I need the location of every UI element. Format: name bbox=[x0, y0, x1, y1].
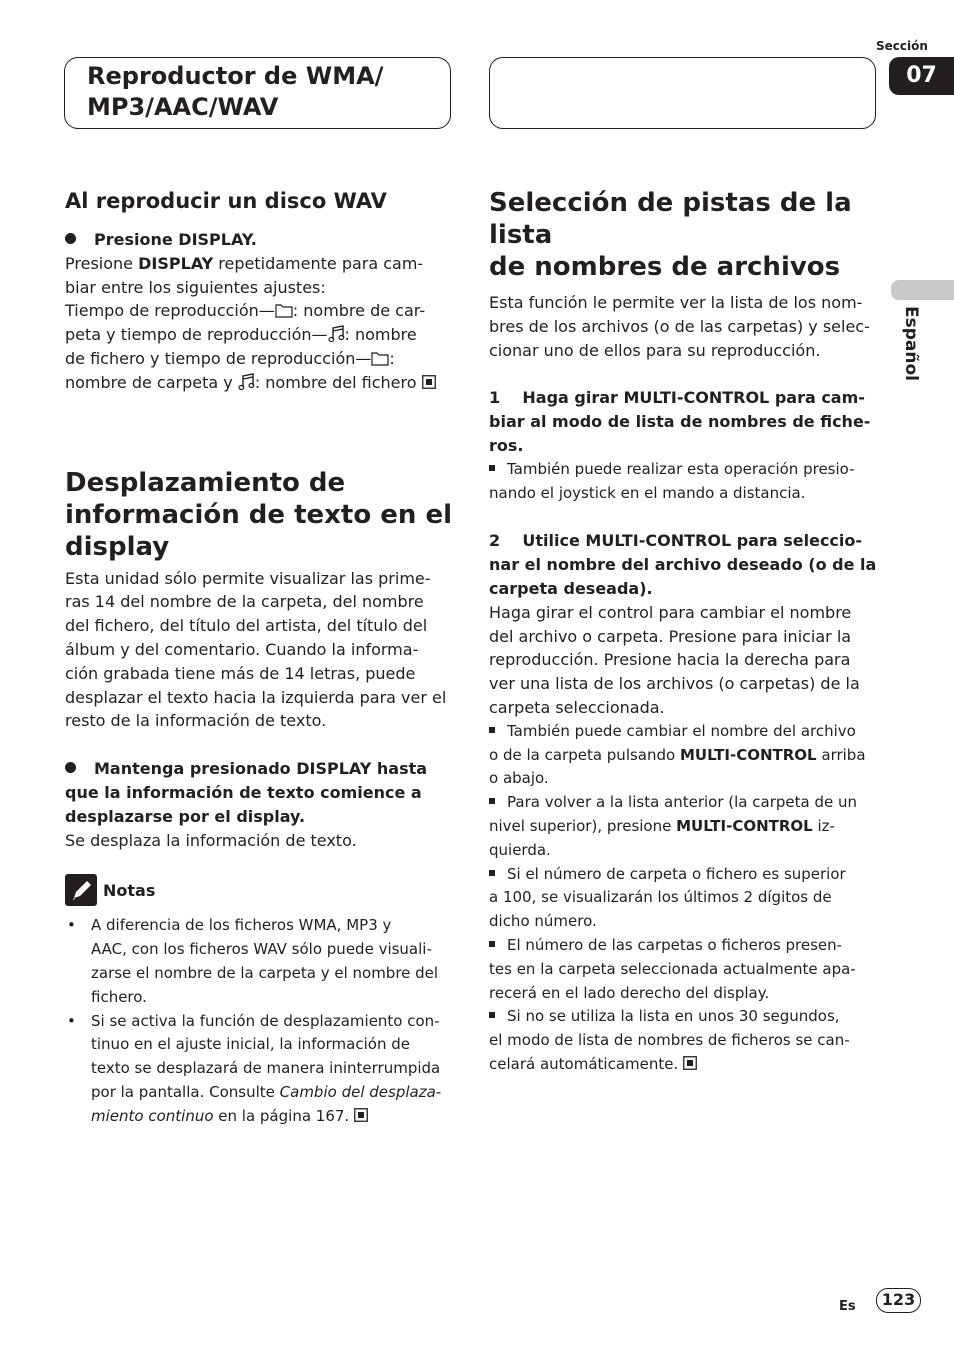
text: Mantenga presionado DISPLAY hasta bbox=[94, 759, 428, 779]
wav-step-text: Presione DISPLAY. bbox=[94, 230, 257, 249]
pencil-icon bbox=[65, 874, 97, 906]
section-title-box bbox=[64, 57, 451, 129]
tip-line: o abajo. bbox=[489, 769, 549, 788]
note-line: • Si se activa la función de desplazamiento con- bbox=[91, 1011, 440, 1030]
note-item bbox=[65, 914, 455, 1009]
body-line: álbum y del comentario. Cuando la informa- bbox=[65, 639, 419, 659]
wav-line bbox=[65, 347, 455, 371]
tip-line: quierda. bbox=[489, 840, 551, 859]
body-line: ras 14 del nombre de la carpeta, del nombre bbox=[65, 592, 424, 612]
right-column bbox=[489, 187, 881, 1077]
text: Para volver a la lista anterior (la carpeta de un bbox=[507, 793, 857, 812]
text: : nombre bbox=[344, 325, 417, 345]
wav-line bbox=[65, 299, 455, 323]
scroll-heading-line: información de texto en el bbox=[65, 499, 453, 530]
text: : nombre de car- bbox=[292, 301, 426, 321]
body-line: Esta unidad sólo permite visualizar las prime- bbox=[65, 568, 431, 588]
note-line: AAC, con los ficheros WAV sólo puede visuali- bbox=[91, 940, 432, 959]
text: : bbox=[389, 348, 395, 368]
step-line bbox=[65, 757, 455, 781]
section-number: 07 bbox=[889, 57, 954, 95]
multi-control-keyword: MULTI-CONTROL bbox=[679, 745, 817, 764]
text: : nombre del fichero bbox=[254, 372, 417, 392]
text: nombre de carpeta y bbox=[65, 372, 238, 392]
text: Tiempo de reproducción— bbox=[65, 301, 275, 321]
language-tab-label: Español bbox=[901, 306, 921, 381]
tip-line: nando el joystick en el mando a distancia. bbox=[489, 483, 806, 502]
text: repetidamente para cam- bbox=[213, 253, 424, 273]
tip-line bbox=[489, 863, 881, 887]
notes-header bbox=[65, 874, 455, 906]
music-note-icon bbox=[328, 325, 345, 343]
bullet-square-icon bbox=[489, 727, 495, 733]
page-number: 123 bbox=[876, 1288, 921, 1313]
tip-line: el modo de lista de nombres de ficheros se can- bbox=[489, 1031, 850, 1050]
tip-line bbox=[489, 1005, 881, 1029]
list-heading bbox=[489, 187, 881, 283]
scroll-heading-line: Desplazamiento de bbox=[65, 467, 346, 498]
text: por la pantalla. Consulte bbox=[91, 1082, 280, 1101]
body-line: carpeta seleccionada. bbox=[489, 697, 665, 717]
step-line: 2 Utilice MULTI-CONTROL para seleccio- bbox=[489, 531, 863, 551]
body-line: cionar uno de ellos para su reproducción. bbox=[489, 340, 821, 360]
text: Si no se utiliza la lista en unos 30 segundos, bbox=[507, 1007, 840, 1026]
wav-line: biar entre los siguientes ajustes: bbox=[65, 277, 326, 297]
tip-line bbox=[489, 791, 881, 815]
tip-line: tes en la carpeta seleccionada actualmente apa- bbox=[489, 959, 856, 978]
bullet-icon bbox=[65, 233, 76, 244]
body-line: del fichero, del título del artista, del título del bbox=[65, 616, 428, 636]
bullet-square-icon bbox=[489, 870, 495, 876]
body-line: del archivo o carpeta. Presione para iniciar la bbox=[489, 626, 852, 646]
wav-heading: Al reproducir un disco WAV bbox=[65, 189, 387, 213]
tip-line: recerá en el lado derecho del display. bbox=[489, 983, 770, 1002]
scroll-heading-line: display bbox=[65, 531, 170, 562]
section-title-line-2: MP3/AAC/WAV bbox=[87, 93, 279, 121]
left-column bbox=[65, 188, 455, 1129]
note-line bbox=[91, 1105, 455, 1129]
step-1-tip bbox=[489, 458, 881, 506]
body-line: reproducción. Presione hacia la derecha para bbox=[489, 650, 851, 670]
body-line: bres de los archivos (o de las carpetas) y selec- bbox=[489, 316, 870, 336]
wav-line bbox=[65, 323, 455, 347]
step-line: 1 Haga girar MULTI-CONTROL para cam- bbox=[489, 388, 865, 408]
tip-line: dicho número. bbox=[489, 912, 597, 931]
end-mark-icon bbox=[422, 375, 436, 389]
folder-icon bbox=[371, 352, 389, 366]
step-line: ros. bbox=[489, 435, 524, 455]
body-line: Haga girar el control para cambiar el nombre bbox=[489, 602, 852, 622]
notes-list bbox=[65, 914, 455, 1128]
display-keyword: DISPLAY bbox=[138, 253, 214, 273]
text: peta y tiempo de reproducción— bbox=[65, 325, 328, 345]
text: Si el número de carpeta o fichero es superior bbox=[507, 864, 846, 883]
multi-control-keyword: MULTI-CONTROL bbox=[676, 816, 813, 835]
text: Presione bbox=[65, 253, 139, 273]
bullet-square-icon bbox=[489, 798, 495, 804]
wav-paragraph bbox=[65, 252, 455, 395]
note-item bbox=[65, 1010, 455, 1129]
wav-step bbox=[65, 228, 455, 252]
text: en la página 167. bbox=[213, 1106, 350, 1125]
step-2-body bbox=[489, 601, 881, 720]
bullet-square-icon bbox=[489, 941, 495, 947]
music-note-icon bbox=[238, 373, 255, 391]
tip-line bbox=[489, 934, 881, 958]
tip-line bbox=[489, 815, 881, 839]
note-line: fichero. bbox=[91, 987, 147, 1006]
list-intro bbox=[489, 291, 881, 362]
scroll-heading bbox=[65, 467, 455, 563]
step-2 bbox=[489, 529, 881, 600]
body-line: resto de la información de texto. bbox=[65, 711, 327, 731]
language-tab bbox=[891, 280, 954, 300]
note-line: • A diferencia de los ficheros WMA, MP3 y bbox=[91, 916, 392, 935]
text: nivel superior), presione bbox=[489, 816, 677, 835]
step-line: nar el nombre del archivo deseado (o de la bbox=[489, 555, 877, 575]
body-line: ción grabada tiene más de 14 letras, puede bbox=[65, 663, 416, 683]
bullet-icon bbox=[65, 762, 76, 773]
body-line: ver una lista de los archivos (o carpetas) de la bbox=[489, 674, 860, 694]
wav-line bbox=[65, 371, 455, 395]
list-heading-line: de nombres de archivos bbox=[489, 252, 841, 282]
bullet-square-icon bbox=[489, 465, 495, 471]
text: o de la carpeta pulsando bbox=[489, 745, 680, 764]
tip-line: a 100, se visualizarán los últimos 2 dígitos de bbox=[489, 888, 832, 907]
end-mark-icon bbox=[354, 1108, 368, 1122]
step-1 bbox=[489, 386, 881, 457]
tip-line bbox=[489, 720, 881, 744]
tip-line bbox=[489, 1053, 881, 1077]
section-title bbox=[87, 61, 383, 123]
step-line: desplazarse por el display. bbox=[65, 806, 306, 826]
language-code: Es bbox=[839, 1299, 856, 1314]
text: de fichero y tiempo de reproducción— bbox=[65, 348, 372, 368]
cross-reference: miento continuo bbox=[91, 1106, 214, 1125]
body-line: desplazar el texto hacia la izquierda para ver el bbox=[65, 687, 447, 707]
scroll-result: Se desplaza la información de texto. bbox=[65, 830, 357, 850]
empty-header-box bbox=[489, 57, 876, 129]
step-line: que la información de texto comience a bbox=[65, 782, 422, 802]
text: celará automáticamente. bbox=[489, 1054, 679, 1073]
scroll-step bbox=[65, 757, 455, 828]
note-line: texto se desplazará de manera ininterrumpida bbox=[91, 1059, 441, 1078]
text: También puede cambiar el nombre del archivo bbox=[507, 721, 856, 740]
text: También puede realizar esta operación presio- bbox=[507, 459, 855, 478]
tip-line bbox=[489, 458, 881, 482]
body-line: Esta función le permite ver la lista de los nom- bbox=[489, 293, 863, 312]
step-2-tips bbox=[489, 720, 881, 1077]
section-title-line-1: Reproductor de WMA/ bbox=[87, 62, 384, 90]
note-line: tinuo en el ajuste inicial, la información de bbox=[91, 1035, 410, 1054]
list-heading-line: Selección de pistas de la lista bbox=[489, 188, 852, 250]
scroll-body bbox=[65, 567, 455, 734]
step-line: biar al modo de lista de nombres de fiche- bbox=[489, 412, 871, 432]
end-mark-icon bbox=[683, 1056, 697, 1070]
note-line bbox=[91, 1081, 455, 1105]
step-line: carpeta deseada). bbox=[489, 578, 653, 598]
text: El número de las carpetas o ficheros presen- bbox=[507, 935, 843, 954]
cross-reference: Cambio del desplaza- bbox=[279, 1082, 442, 1101]
text: arriba bbox=[816, 745, 866, 764]
notes-title: Notas bbox=[103, 880, 156, 900]
bullet-square-icon bbox=[489, 1012, 495, 1018]
tip-line bbox=[489, 744, 881, 768]
section-label: Sección bbox=[876, 39, 928, 53]
text: iz- bbox=[812, 816, 835, 835]
folder-icon bbox=[275, 304, 293, 318]
wav-line bbox=[65, 252, 455, 276]
note-line: zarse el nombre de la carpeta y el nombre del bbox=[91, 963, 439, 982]
